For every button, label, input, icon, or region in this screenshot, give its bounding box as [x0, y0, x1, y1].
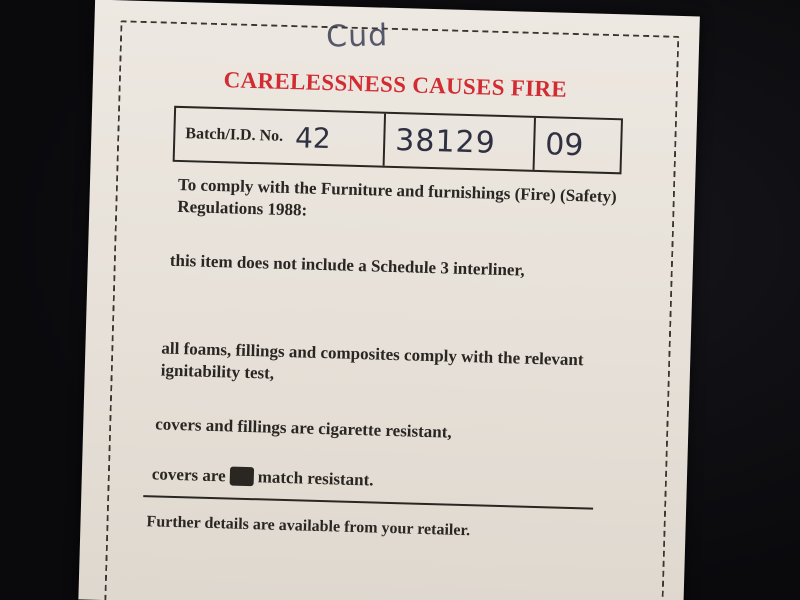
handwritten-mark: Cud: [325, 18, 389, 55]
statement-match-suffix: match resistant.: [257, 467, 374, 490]
batch-number-part1: 42: [294, 120, 332, 155]
fire-safety-label: [78, 0, 700, 600]
statement-cigarette: covers and fillings are cigarette resistant,: [155, 414, 452, 442]
label-title: CARELESSNESS CAUSES FIRE: [223, 67, 568, 102]
footer-note: Further details are available from your retailer.: [146, 513, 471, 540]
statement-foams: all foams, fillings and composites comply with the relevant ignitability test,: [160, 338, 584, 383]
batch-number-part2: 38129: [385, 114, 536, 170]
batch-label: Batch/I.D. No.: [185, 125, 284, 145]
regulation-intro: To comply with the Furniture and furnishings (Fire) (Safety) Regulations 1988:: [177, 174, 617, 220]
batch-label-cell: [175, 108, 386, 166]
struck-out-word: not: [229, 466, 254, 487]
statement-interliner: this item does not include a Schedule 3 interliner,: [169, 250, 525, 280]
statement-match-prefix: covers are: [151, 464, 226, 486]
batch-number-part3: 09: [544, 126, 584, 163]
